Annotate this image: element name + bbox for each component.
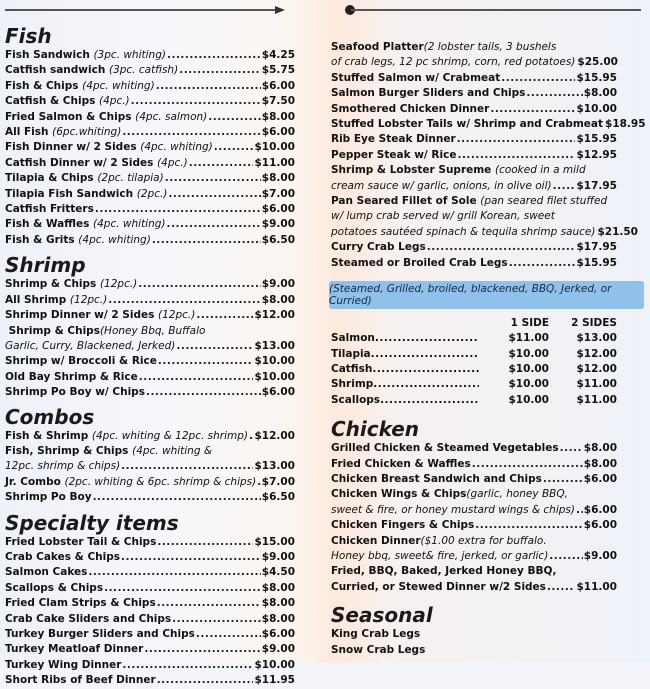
list-item: Stuffed Lobster Tails w/ Shrimp and Crabmeat $18.95 [331, 118, 646, 131]
shrimp-heading: Shrimp [5, 253, 86, 278]
list-item: Fish Sandwich (3pc. whiting) ..... $4.25 [5, 48, 295, 63]
table-row: Tilapia ..... $10.00 $12.00 [331, 347, 617, 362]
seasonal-heading: Seasonal [331, 603, 433, 628]
list-item: Salmon Cakes ..... $4.50 [5, 565, 295, 580]
list-item: Curry Crab Legs ..... $17.95 [331, 240, 617, 255]
list-item: Turkey Burger Sliders and Chips ..... $6.00 [5, 627, 295, 642]
list-item: Shrimp Dinner w/ 2 Sides (12pc.) ..... $12.00 [5, 308, 295, 323]
table-row: Catfish ..... $10.00 $12.00 [331, 362, 617, 377]
list-item: Old Bay Shrimp & Rice ..... $10.00 [5, 370, 295, 385]
list-item: Jr. Combo (2pc. whiting & 6pc. shrimp & chips) ..... $7.00 [5, 475, 295, 490]
chicken-list [331, 441, 617, 595]
combos-heading: Combos [5, 404, 95, 429]
table-row: Shrimp ..... $10.00 $11.00 [331, 377, 617, 392]
list-item-continued: w/ lump crab served w/ grill Korean, sweet [331, 210, 555, 223]
list-item-continued: cream sauce w/ garlic, onions, in olive oil) ..... $17.95 [331, 179, 617, 194]
list-item: Catfish sandwich (3pc. catfish) ..... $5.75 [5, 63, 295, 78]
list-item: Chicken Breast Sandwich and Chips ..... $6.00 [331, 472, 617, 487]
fish-heading: Fish [5, 24, 52, 48]
list-item: King Crab Legs [331, 628, 421, 641]
sides-header [331, 316, 617, 331]
list-item: Shrimp & Chips (12pc.) ..... $9.00 [5, 277, 295, 292]
list-item: Tilapia & Chips (2pc. tilapia) ..... $8.00 [5, 171, 295, 186]
list-item: Fried, BBQ, Baked, Jerked Honey BBQ, [331, 565, 557, 578]
shrimp-list [5, 277, 295, 400]
list-item: Chicken Dinner($1.00 extra for buffalo. [331, 534, 547, 547]
list-item: Catfish Fritters ..... $6.00 [5, 202, 295, 217]
list-item-continued: of crab legs, 12 pc shrimp, corn, red potatoes) $25.00 [331, 56, 618, 69]
cooking-styles-banner: (Steamed, Grilled, broiled, blackened, BBQ, Jerked, or Curried) [329, 281, 644, 309]
list-item: Fish & Chips (4pc. whiting) ..... $6.00 [5, 79, 295, 94]
list-item: Shrimp w/ Broccoli & Rice ..... $10.00 [5, 354, 295, 369]
left-divider-ornament [5, 3, 285, 17]
list-item: Fried Clam Strips & Chips ..... $8.00 [5, 596, 295, 611]
list-item: Fried Chicken & Waffles ..... $8.00 [331, 457, 617, 472]
list-item: Grilled Chicken & Steamed Vegetables ..... $8.00 [331, 441, 617, 456]
list-item: Steamed or Broiled Crab Legs ..... $15.95 [331, 256, 617, 271]
list-item: Shrimp Po Boy ..... $6.50 [5, 490, 295, 505]
list-item: Crab Cake Sliders and Chips ..... $8.00 [5, 612, 295, 627]
list-item-continued: sweet & fire, or honey mustard wings & chips) ..... $6.00 [331, 503, 617, 518]
list-item: Pan Seared Fillet of Sole (pan seared filet stuffed [331, 195, 608, 208]
list-item: Catfish Dinner w/ 2 Sides (4pc.) ..... $11.00 [5, 156, 295, 171]
list-item: Salmon Burger Sliders and Chips ..... $8.00 [331, 86, 617, 101]
specialty-list [5, 535, 295, 689]
list-item: Smothered Chicken Dinner ..... $10.00 [331, 102, 617, 117]
list-item: Fish, Shrimp & Chips (4pc. whiting & [5, 444, 213, 457]
list-item: Fish & Waffles (4pc. whiting) ..... $9.00 [5, 217, 295, 232]
list-item: Fried Lobster Tail & Chips ..... $15.00 [5, 535, 295, 550]
table-row: Salmon ..... $11.00 $13.00 [331, 331, 617, 346]
list-item: Stuffed Salmon w/ Crabmeat ..... $15.95 [331, 71, 617, 86]
list-item: Fish & Shrimp (4pc. whiting & 12pc. shrimp) ..... $12.00 [5, 429, 295, 444]
list-item: Shrimp & Lobster Supreme (cooked in a mild [331, 164, 586, 177]
list-item: Scallops & Chips ..... $8.00 [5, 581, 295, 596]
seasonal-list [331, 627, 617, 658]
list-item: Seafood Platter(2 lobster tails, 3 bushels [331, 41, 557, 53]
right-divider-ornament [345, 3, 645, 17]
list-item-continued: Honey bbq, sweet& fire, jerked, or garlic) ..... $9.00 [331, 549, 617, 564]
fish-list [5, 48, 295, 248]
list-item: Chicken Wings & Chips(garlic, honey BBQ, [331, 488, 568, 501]
table-row: Scallops ..... $10.00 $11.00 [331, 393, 617, 408]
chicken-heading: Chicken [331, 417, 420, 442]
sides-table [331, 331, 617, 408]
list-item: Fish Dinner w/ 2 Sides (4pc. whiting) ..... $10.00 [5, 140, 295, 155]
specials-list [331, 40, 646, 271]
list-item: Shrimp Po Boy w/ Chips ..... $6.00 [5, 385, 295, 400]
specialty-heading: Specialty items [5, 510, 179, 535]
one-side-header: 1 SIDE [510, 317, 549, 330]
list-item: Catfish & Chips (4pc.) ..... $7.50 [5, 94, 295, 109]
list-item-continued: Curried, or Stewed Dinner w/2 Sides ..... $11.00 [331, 580, 617, 595]
list-item: All Fish (6pc.whiting) ..... $6.00 [5, 125, 295, 140]
list-item: Fried Salmon & Chips (4pc. salmon) ..... $8.00 [5, 110, 295, 125]
list-item: Crab Cakes & Chips ..... $9.00 [5, 550, 295, 565]
list-item: Tilapia Fish Sandwich (2pc.) ..... $7.00 [5, 187, 295, 202]
left-column [5, 0, 295, 689]
list-item: Chicken Fingers & Chips ..... $6.00 [331, 518, 617, 533]
list-item: Fish & Grits (4pc. whiting) ..... $6.50 [5, 233, 295, 248]
list-item: Turkey Meatloaf Dinner ..... $9.00 [5, 642, 295, 657]
list-item: Snow Crab Legs [331, 643, 426, 656]
right-column [329, 0, 646, 658]
two-sides-header: 2 SIDES [571, 317, 617, 330]
list-item-continued: potatoes sautéed spinach & tequila shrimp sauce) $21.50 [331, 225, 638, 238]
list-item-continued: 12pc. shrimp & chips) ..... $13.00 [5, 459, 295, 474]
list-item: Pepper Steak w/ Rice ..... $12.95 [331, 148, 617, 163]
combos-list [5, 429, 295, 506]
list-item: Shrimp & Chips(Honey Bbq, Buffalo [8, 324, 206, 337]
list-item: Turkey Wing Dinner ..... $10.00 [5, 658, 295, 673]
list-item: All Shrimp (12pc.) ..... $8.00 [5, 293, 295, 308]
list-item: Rib Eye Steak Dinner ..... $15.95 [331, 132, 617, 147]
list-item-continued: Garlic, Curry, Blackened, Jerked) ..... $13.00 [5, 339, 295, 354]
list-item: Short Ribs of Beef Dinner ..... $11.95 [5, 673, 295, 688]
